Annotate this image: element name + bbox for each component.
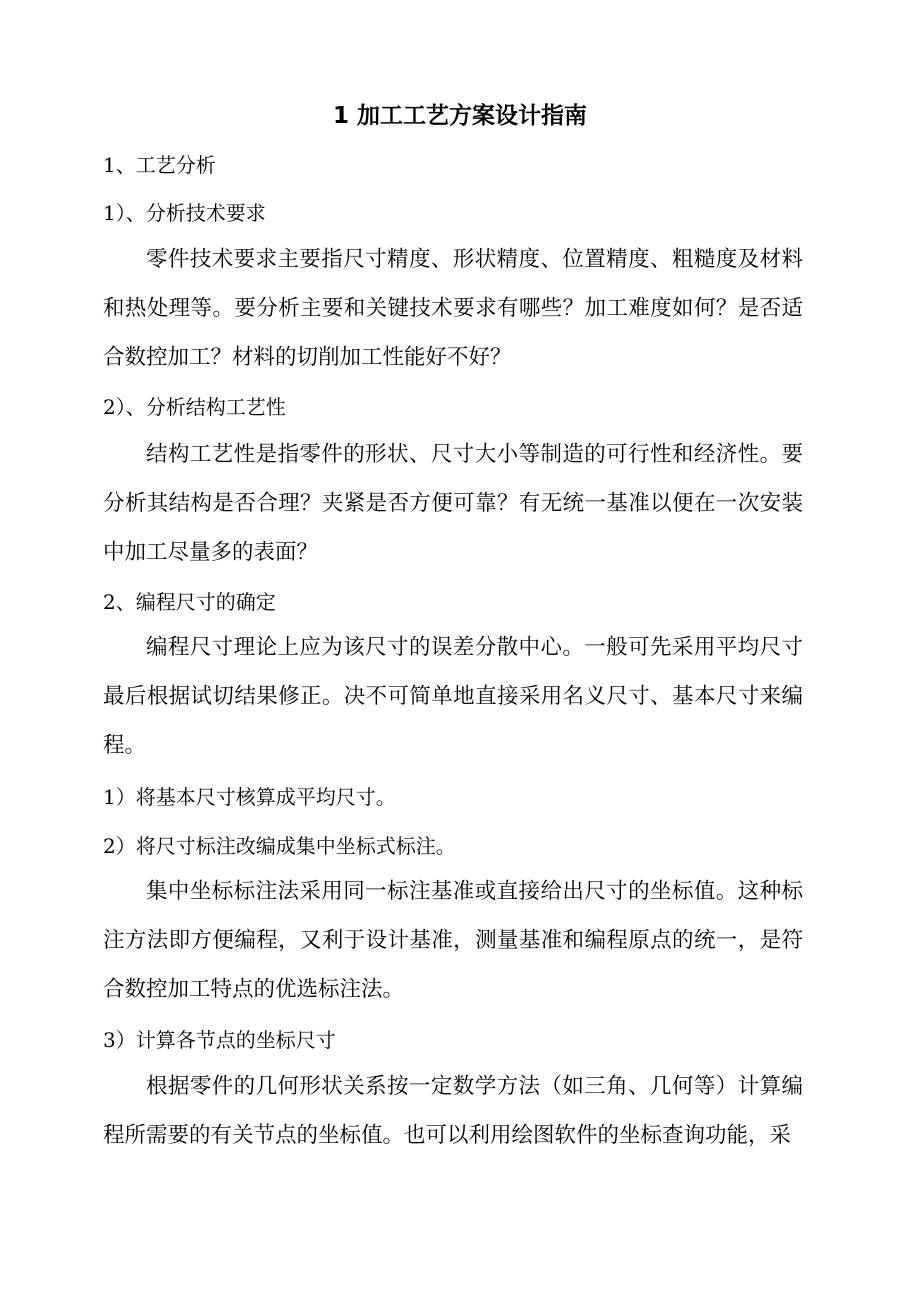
step-heading-average-dimensions: 1）将基本尺寸核算成平均尺寸。 [103, 785, 396, 809]
paragraph-structural-manufacturability: 结构工艺性是指零件的形状、尺寸大小等制造的可行性和经济性。要分析其结构是否合理？夹紧是否方便可靠？有无统一基准以便在一次安装中加工尽量多的表面？ [103, 442, 803, 565]
paragraph-programming-dimensions: 编程尺寸理论上应为该尺寸的误差分散中心。一般可先采用平均尺寸最后根据试切结果修正。决不可简单地直接采用名义尺寸、基本尺寸来编程。 [103, 635, 803, 758]
subsection-heading-technical-requirements: 1）、分析技术要求 [103, 201, 266, 225]
step-heading-coordinate-dimensioning: 2）将尺寸标注改编成集中坐标式标注。 [103, 834, 456, 858]
paragraph-technical-requirements: 零件技术要求主要指尺寸精度、形状精度、位置精度、粗糙度及材料和热处理等。要分析主要和关键技术要求有哪些？加工难度如何？是否适合数控加工？材料的切削加工性能好不好？ [103, 247, 803, 370]
document-title: 1 加工工艺方案设计指南 [332, 103, 587, 129]
subsection-heading-structural-manufacturability: 2）、分析结构工艺性 [103, 395, 286, 419]
paragraph-coordinate-dimensioning: 集中坐标标注法采用同一标注基准或直接给出尺寸的坐标值。这种标注方法即方便编程，又利于设计基准，测量基准和编程原点的统一，是符合数控加工特点的优选标注法。 [103, 879, 803, 1002]
section-heading-programming-dimensions: 2、编程尺寸的确定 [103, 590, 276, 614]
section-heading-process-analysis: 1、工艺分析 [103, 153, 216, 177]
paragraph-node-coordinates: 根据零件的几何形状关系按一定数学方法（如三角、几何等）计算编程所需要的有关节点的坐标值。也可以利用绘图软件的坐标查询功能，采 [103, 1074, 803, 1148]
step-heading-node-coordinates: 3）计算各节点的坐标尺寸 [103, 1028, 336, 1052]
